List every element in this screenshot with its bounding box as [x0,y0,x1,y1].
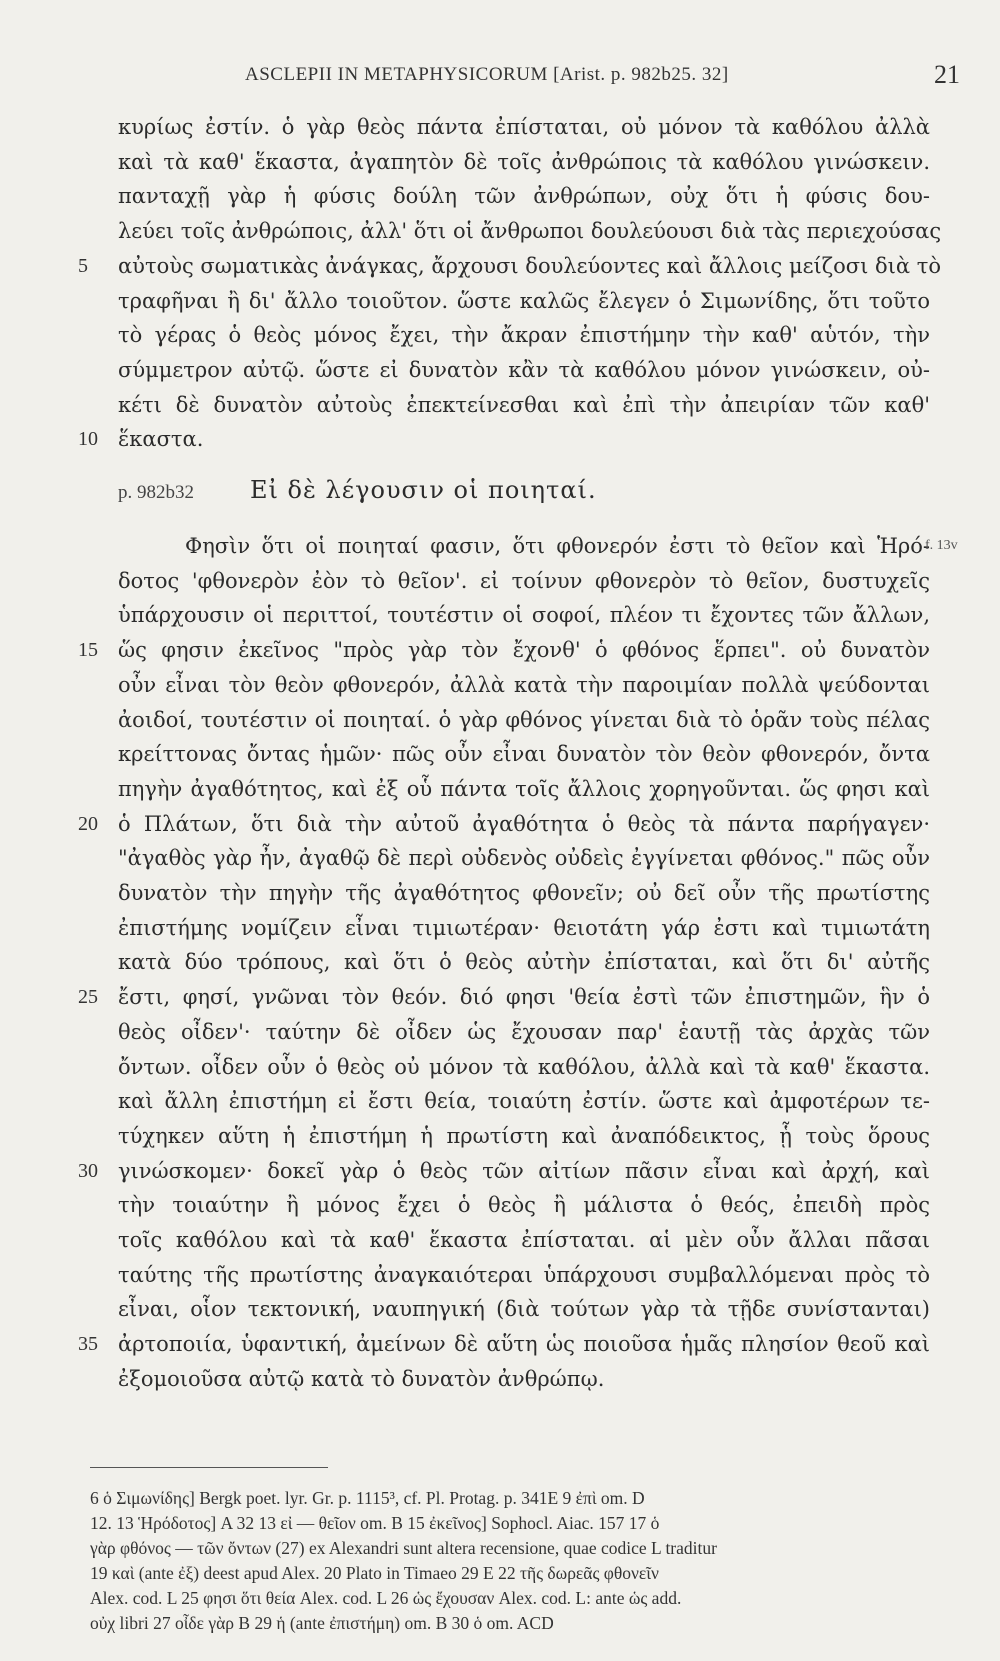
line-text: ταύτης τῆς πρωτίστης ἀναγκαιότεραι ὑπάρχουσι συμβαλλόμεναι πρὸς τὸ [118,1262,930,1287]
text-line [0,633,1000,667]
line-text: αὐτοὺς σωματικὰς ἀνάγκας, ἄρχουσι δουλεύοντες καὶ ἄλλοις μείζοσι διὰ τὸ [118,253,941,278]
line-text: ἕκαστα. [118,427,204,452]
lemma [0,476,1000,512]
text-line [0,564,1000,598]
line-text: κέτι δὲ δυνατὸν αὐτοὺς ἐπεκτείνεσθαι καὶ ἐπὶ τὴν ἀπειρίαν τῶν καθ' [118,392,930,417]
line-text: ὁ Πλάτων, ὅτι διὰ τὴν αὐτοῦ ἀγαθότητα ὁ θεὸς τὰ πάντα παρήγαγεν· [118,811,930,836]
text-line [0,772,1000,806]
line-text: καὶ τὰ καθ' ἕκαστα, ἀγαπητὸν δὲ τοῖς ἀνθρώποις τὰ καθόλου γινώσκειν. [118,149,930,174]
text-line [0,1258,1000,1292]
line-text: ἀρτοποιία, ὑφαντική, ἀμείνων δὲ αὕτη ὡς ποιοῦσα ἡμᾶς πλησίον θεοῦ καὶ [118,1332,930,1357]
apparatus-criticus [90,1486,936,1636]
lemma-reference: p. 982b32 [118,482,194,503]
folio-marker: f. 13v [925,538,958,553]
line-text: τὴν τοιαύτην ἢ μόνος ἔχει ὁ θεὸς ἢ μάλιστα ὁ θεός, ἐπειδὴ πρὸς [118,1193,930,1218]
text-line [0,807,1000,841]
text-line [0,353,1000,387]
text-line [0,703,1000,737]
text-line [0,911,1000,945]
text-line [0,1223,1000,1257]
text-line [0,1154,1000,1188]
text-line [0,1188,1000,1222]
text-line [0,388,1000,422]
text-line [0,110,1000,144]
line-text: εἶναι, οἷον τεκτονική, ναυπηγική (διὰ τούτων γὰρ τὰ τῇδε συνίστανται) [118,1297,930,1322]
text-line [0,318,1000,352]
footnote-line: 6 ὁ Σιμωνίδης] Bergk poet. lyr. Gr. p. 1115³, cf. Pl. Protag. p. 341E 9 ἐπὶ om. D [90,1488,645,1508]
line-text: τραφῆναι ἢ δι' ἄλλο τοιοῦτον. ὥστε καλῶς ἔλεγεν ὁ Σιμωνίδης, ὅτι τοῦτο [118,288,930,313]
line-number: 15 [78,639,98,662]
line-number: 20 [78,812,98,835]
text-line [0,980,1000,1014]
line-text: γινώσκομεν· δοκεῖ γὰρ ὁ θεὸς τῶν αἰτίων πᾶσιν εἶναι καὶ ἀρχή, καὶ [118,1158,930,1183]
text-line [0,737,1000,771]
page-number: 21 [934,60,960,89]
line-text: Φησὶν ὅτι οἱ ποιηταί φασιν, ὅτι φθονερόν ἐστι τὸ θεῖον καὶ Ἡρό- [185,534,930,558]
line-number: 5 [78,254,88,277]
footnote-rule [90,1467,328,1468]
text-line [0,284,1000,318]
line-text: ἔστι, φησί, γνῶναι τὸν θεόν. διό φησι 'θεία ἐστὶ τῶν ἐπιστημῶν, ἣν ὁ [118,985,930,1010]
text-line [0,1362,1000,1396]
line-number: 30 [78,1159,98,1182]
text-line [0,249,1000,283]
line-text: οὖν εἶναι τὸν θεὸν φθονερόν, ἀλλὰ κατὰ τὴν παροιμίαν πολλὰ ψεύδονται [118,672,930,697]
text-line [0,422,1000,456]
page-header [90,58,960,92]
text-line [0,876,1000,910]
line-number: 35 [78,1333,98,1356]
lemma-text: Εἰ δὲ λέγουσιν οἱ ποιηταί. [250,476,597,504]
line-text: ἐπιστήμης νομίζειν εἶναι τιμιωτέραν· θειοτάτη γάρ ἐστι καὶ τιμιωτάτη [118,915,930,940]
line-text: δυνατὸν τὴν πηγὴν τῆς ἀγαθότητος φθονεῖν; οὐ δεῖ οὖν τῆς πρωτίστης [118,881,930,905]
line-text: ἀοιδοί, τουτέστιν οἱ ποιηταί. ὁ γὰρ φθόνος γίνεται διὰ τὸ ὁρᾶν τοὺς πέλας [118,707,930,732]
line-text: καὶ ἄλλη ἐπιστήμη εἰ ἔστι θεία, τοιαύτη ἐστίν. ὥστε καὶ ἀμφοτέρων τε- [118,1089,930,1114]
text-line [0,179,1000,213]
line-text: θεὸς οἶδεν'· ταύτην δὲ οἶδεν ὡς ἔχουσαν παρ' ἑαυτῇ τὰς ἀρχὰς τῶν [118,1019,930,1044]
line-text: κρείττονας ὄντας ἡμῶν· πῶς οὖν εἶναι δυνατὸν τὸν θεὸν φθονερόν, ὄντα [118,742,930,767]
text-line [0,529,1000,563]
line-text: "ἀγαθὸς γὰρ ἦν, ἀγαθῷ δὲ περὶ οὐδενὸς οὐδεὶς ἐγγίνεται φθόνος." πῶς οὖν [118,846,930,871]
line-text: λεύει τοῖς ἀνθρώποις, ἀλλ' ὅτι οἱ ἄνθρωποι δουλεύουσι διὰ τὰς περιεχούσας [118,219,942,244]
line-text: ἐξομοιοῦσα αὐτῷ κατὰ τὸ δυνατὸν ἀνθρώπῳ. [118,1366,605,1391]
line-text: σύμμετρον αὐτῷ. ὥστε εἰ δυνατὸν κἂν τὰ καθόλου μόνον γινώσκειν, οὐ- [118,357,930,382]
text-line [0,214,1000,248]
text-line [0,1119,1000,1153]
text-line [0,1015,1000,1049]
text-line [0,1327,1000,1361]
line-number: 25 [78,986,98,1009]
line-text: ὑπάρχουσιν οἱ περιττοί, τουτέστιν οἱ σοφοί, πλέον τι ἔχοντες τῶν ἄλλων, [118,603,930,628]
text-line [0,841,1000,875]
text-line [0,1050,1000,1084]
line-text: ὄντων. οἶδεν οὖν ὁ θεὸς οὐ μόνον τὰ καθόλου, ἀλλὰ καὶ τὰ καθ' ἕκαστα. [118,1054,930,1079]
text-line [0,598,1000,632]
footnote-line: γὰρ φθόνος — τῶν ὄντων (27) ex Alexandri sunt altera recensione, quae codice L traditur [90,1538,717,1558]
line-text: κατὰ δύο τρόπους, καὶ ὅτι ὁ θεὸς αὐτὴν ἐπίσταται, καὶ ὅτι δι' αὐτῆς [118,950,930,975]
text-line [0,145,1000,179]
line-text: πανταχῇ γὰρ ἡ φύσις δούλη τῶν ἀνθρώπων, οὐχ ὅτι ἡ φύσις δου- [118,184,930,209]
footnote-line: Alex. cod. L 25 φησι ὅτι θεία Alex. cod. L 26 ὡς ἔχουσαν Alex. cod. L: ante ὡς add. [90,1588,682,1608]
line-text: τοῖς καθόλου καὶ τὰ καθ' ἕκαστα ἐπίσταται. αἱ μὲν οὖν ἄλλαι πᾶσαι [118,1228,930,1252]
text-line [0,668,1000,702]
line-text: κυρίως ἐστίν. ὁ γὰρ θεὸς πάντα ἐπίσταται, οὐ μόνον τὰ καθόλου ἀλλὰ [118,115,930,139]
line-text: τὸ γέρας ὁ θεὸς μόνος ἔχει, τὴν ἄκραν ἐπιστήμην τὴν καθ' αὑτόν, τὴν [118,323,930,348]
text-line [0,1084,1000,1118]
running-head: ASCLEPII IN METAPHYSICORUM [Arist. p. 982b25. 32] [245,64,729,85]
text-line [0,945,1000,979]
line-number: 10 [78,428,98,451]
line-text: δοτος 'φθονερὸν ἐὸν τὸ θεῖον'. εἰ τοίνυν φθονερὸν τὸ θεῖον, δυστυχεῖς [118,568,930,593]
line-text: πηγὴν ἀγαθότητος, καὶ ἐξ οὗ πάντα τοῖς ἄλλοις χορηγοῦνται. ὥς φησι καὶ [118,776,930,801]
line-text: ὥς φησιν ἐκεῖνος "πρὸς γὰρ τὸν ἔχονθ' ὁ φθόνος ἕρπει". οὐ δυνατὸν [118,638,930,663]
line-text: τύχηκεν αὕτη ἡ ἐπιστήμη ἡ πρωτίστη καὶ ἀναπόδεικτος, ᾗ τοὺς ὅρους [118,1123,930,1148]
footnote-line: οὐχ libri 27 οἶδε γὰρ B 29 ἡ (ante ἐπιστήμη) om. B 30 ὁ om. ACD [90,1613,554,1633]
footnote-line: 12. 13 Ἡρόδοτος] A 32 13 εἰ — θεῖον om. B 15 ἐκεῖνος] Sophocl. Aiac. 157 17 ὁ [90,1513,660,1533]
text-line [0,1292,1000,1326]
footnote-line: 19 καὶ (ante ἐξ) deest apud Alex. 20 Plato in Timaeo 29 E 22 τῆς δωρεᾶς φθονεῖν [90,1563,659,1583]
